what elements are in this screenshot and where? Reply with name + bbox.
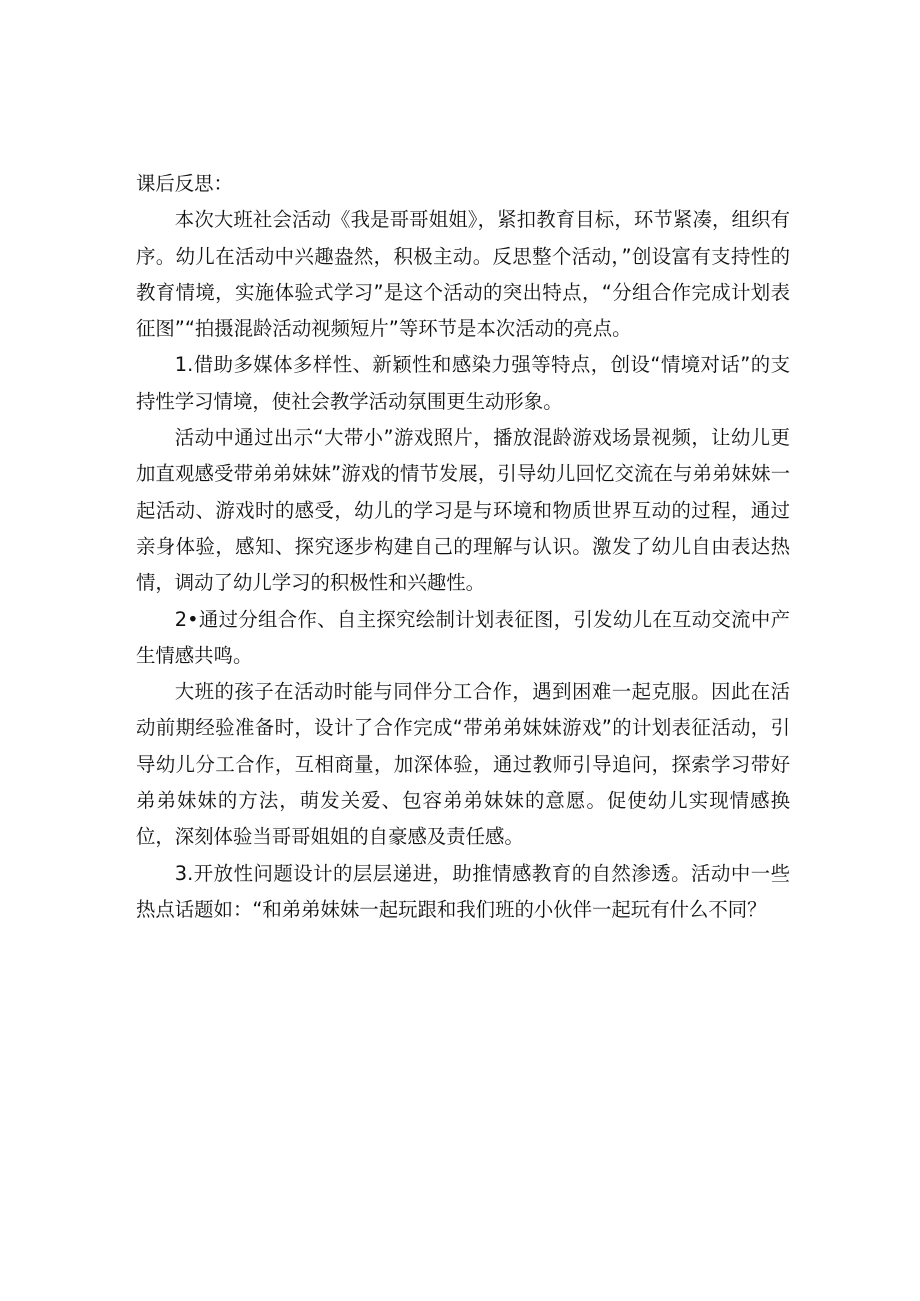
document-body bbox=[136, 166, 790, 928]
paragraph-point-1-detail: 活动中通过出示“大带小”游戏照片，播放混龄游戏场景视频，让幼儿更加直观感受带弟弟妹妹”游戏的情节发展，引导幼儿回忆交流在与弟弟妹妹一起活动、游戏时的感受，幼儿的学习是与环境和物质世界互动的过程，通过亲身体验，感知、探究逐步构建自己的理解与认识。激发了幼儿自由表达热情，调动了幼儿学习的积极性和兴趣性。 bbox=[136, 426, 790, 595]
paragraph-point-2: 2•通过分组合作、自主探究绘制计划表征图，引发幼儿在互动交流中产生情感共鸣。 bbox=[136, 607, 790, 667]
paragraph-point-2-detail: 大班的孩子在活动时能与同伴分工合作，遇到困难一起克服。因此在活动前期经验准备时，设计了合作完成“带弟弟妹妹游戏”的计划表征活动，引导幼儿分工合作，互相商量，加深体验，通过教师引导追问，探索学习带好弟弟妹妹的方法，萌发关爱、包容弟弟妹妹的意愿。促使幼儿实现情感换位，深刻体验当哥哥姐姐的自豪感及责任感。 bbox=[136, 680, 790, 849]
paragraph-intro: 本次大班社会活动《我是哥哥姐姐》，紧扣教育目标，环节紧凑，组织有序。幼儿在活动中兴趣盎然，积极主动。反思整个活动，”创设富有支持性的教育情境，实施体验式学习”是这个活动的突出特点，“分组合作完成计划表征图”“拍摄混龄活动视频短片”等环节是本次活动的亮点。 bbox=[136, 208, 790, 341]
paragraph-point-1: 1.借助多媒体多样性、新颖性和感染力强等特点，创设“情境对话”的支持性学习情境，使社会教学活动氛围更生动形象。 bbox=[136, 353, 790, 413]
section-heading: 课后反思： bbox=[136, 172, 233, 195]
paragraph-point-3: 3.开放性问题设计的层层递进，助推情感教育的自然渗透。活动中一些热点话题如：“和弟弟妹妹一起玩跟和我们班的小伙伴一起玩有什么不同？ bbox=[136, 861, 790, 921]
